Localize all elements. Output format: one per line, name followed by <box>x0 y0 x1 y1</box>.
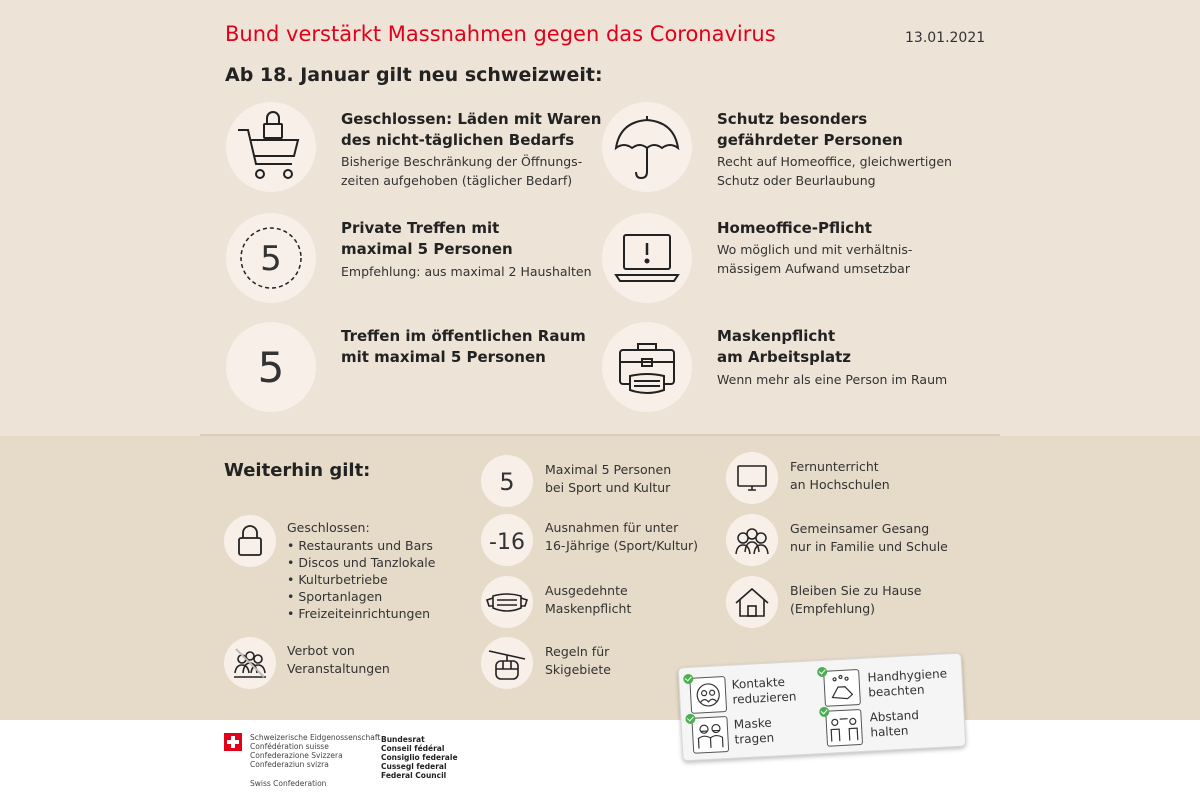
mask-icon <box>481 576 533 628</box>
measure-desc: Bisherige Beschränkung der Öffnungs- zeiten aufgehoben (täglicher Bedarf) <box>341 154 583 188</box>
footer <box>0 720 1200 800</box>
five-dashed-circle-icon <box>226 213 316 303</box>
section-divider <box>200 434 1000 436</box>
youth-text: Ausnahmen für unter 16-Jährige (Sport/Kultur) <box>545 520 699 553</box>
measure-desc: Wenn mehr als eine Person im Raum <box>717 372 948 387</box>
page-title: Bund verstärkt Massnahmen gegen das Coronavirus <box>225 22 776 46</box>
five-number-icon <box>226 322 316 412</box>
remote-text: Fernunterricht an Hochschulen <box>790 459 890 492</box>
shopping-cart-lock-icon <box>226 102 316 192</box>
measure-title: Private Treffen mit maximal 5 Personen <box>341 219 513 258</box>
crowd-prohibited-icon <box>224 637 276 689</box>
confederation-english: Swiss Confederation <box>250 779 327 788</box>
home-text: Bleiben Sie zu Hause (Empfehlung) <box>790 583 922 616</box>
sport-text: Maximal 5 Personen bei Sport und Kultur <box>545 462 672 495</box>
closed-list <box>287 537 435 622</box>
contacts-icon <box>689 676 727 714</box>
five-number-label: 5 <box>260 239 282 279</box>
ski-text: Regeln für Skigebiete <box>545 644 611 677</box>
list-item: • Sportanlagen <box>287 588 435 605</box>
federal-council: Bundesrat Conseil fédéral Consiglio federale Cussegl federal Federal Council <box>381 735 458 780</box>
house-icon <box>726 576 778 628</box>
list-item: • Freizeiteinrichtungen <box>287 605 435 622</box>
measure-title: Treffen im öffentlichen Raum mit maximal 5 Personen <box>341 327 586 366</box>
swiss-flag-icon <box>224 733 242 751</box>
list-item: • Discos und Tanzlokale <box>287 554 435 571</box>
five-persons-icon <box>481 455 533 507</box>
singing-icon <box>726 514 778 566</box>
list-item: • Kulturbetriebe <box>287 571 435 588</box>
measure-title: Schutz besonders gefährdeter Personen <box>717 110 903 149</box>
measure-title: Maskenpflicht am Arbeitsplatz <box>717 327 852 366</box>
measure-title: Homeoffice-Pflicht <box>717 219 872 237</box>
youth-number: -16 <box>489 530 525 555</box>
measure-desc: Recht auf Homeoffice, gleichwertigen Schutz oder Beurlaubung <box>717 154 952 188</box>
monitor-icon <box>726 452 778 504</box>
briefcase-mask-icon <box>602 322 692 412</box>
five-number-label: 5 <box>257 343 285 392</box>
card-mask-text: Maske tragen <box>733 715 775 747</box>
mask-people-icon <box>691 716 729 754</box>
confederation-names: Schweizerische Eidgenossenschaft Confédération suisse Confederazione Svizzera Confederaziun svizra <box>250 733 381 769</box>
umbrella-icon <box>602 102 692 192</box>
card-distance-text: Abstand halten <box>869 707 920 740</box>
list-item: • Restaurants und Bars <box>287 537 435 554</box>
hygiene-rules-card <box>678 653 967 762</box>
card-contacts-text: Kontakte reduzieren <box>731 674 797 707</box>
closed-heading: Geschlossen: <box>287 520 370 535</box>
card-hygiene-text: Handhygiene beachten <box>867 666 948 700</box>
lock-icon <box>224 515 276 567</box>
date-label: 13.01.2021 <box>905 30 986 46</box>
measure-desc: Wo möglich und mit verhältnis- mässigem Aufwand umsetzbar <box>717 242 913 276</box>
mask-text: Ausgedehnte Maskenpflicht <box>545 583 632 616</box>
laptop-warning-icon <box>602 213 692 303</box>
subtitle: Ab 18. Januar gilt neu schweizweit: <box>225 64 603 86</box>
sport-number: 5 <box>499 468 515 496</box>
measure-title: Geschlossen: Läden mit Waren des nicht-täglichen Bedarfs <box>341 110 602 149</box>
distance-icon <box>825 709 863 747</box>
under-16-icon <box>481 514 533 566</box>
events-text: Verbot von Veranstaltungen <box>287 643 390 676</box>
gondola-icon <box>481 637 533 689</box>
handwash-icon <box>823 669 861 707</box>
singing-text: Gemeinsamer Gesang nur in Familie und Schule <box>790 521 948 554</box>
measure-desc: Empfehlung: aus maximal 2 Haushalten <box>341 264 592 279</box>
still-valid-title: Weiterhin gilt: <box>224 460 371 481</box>
